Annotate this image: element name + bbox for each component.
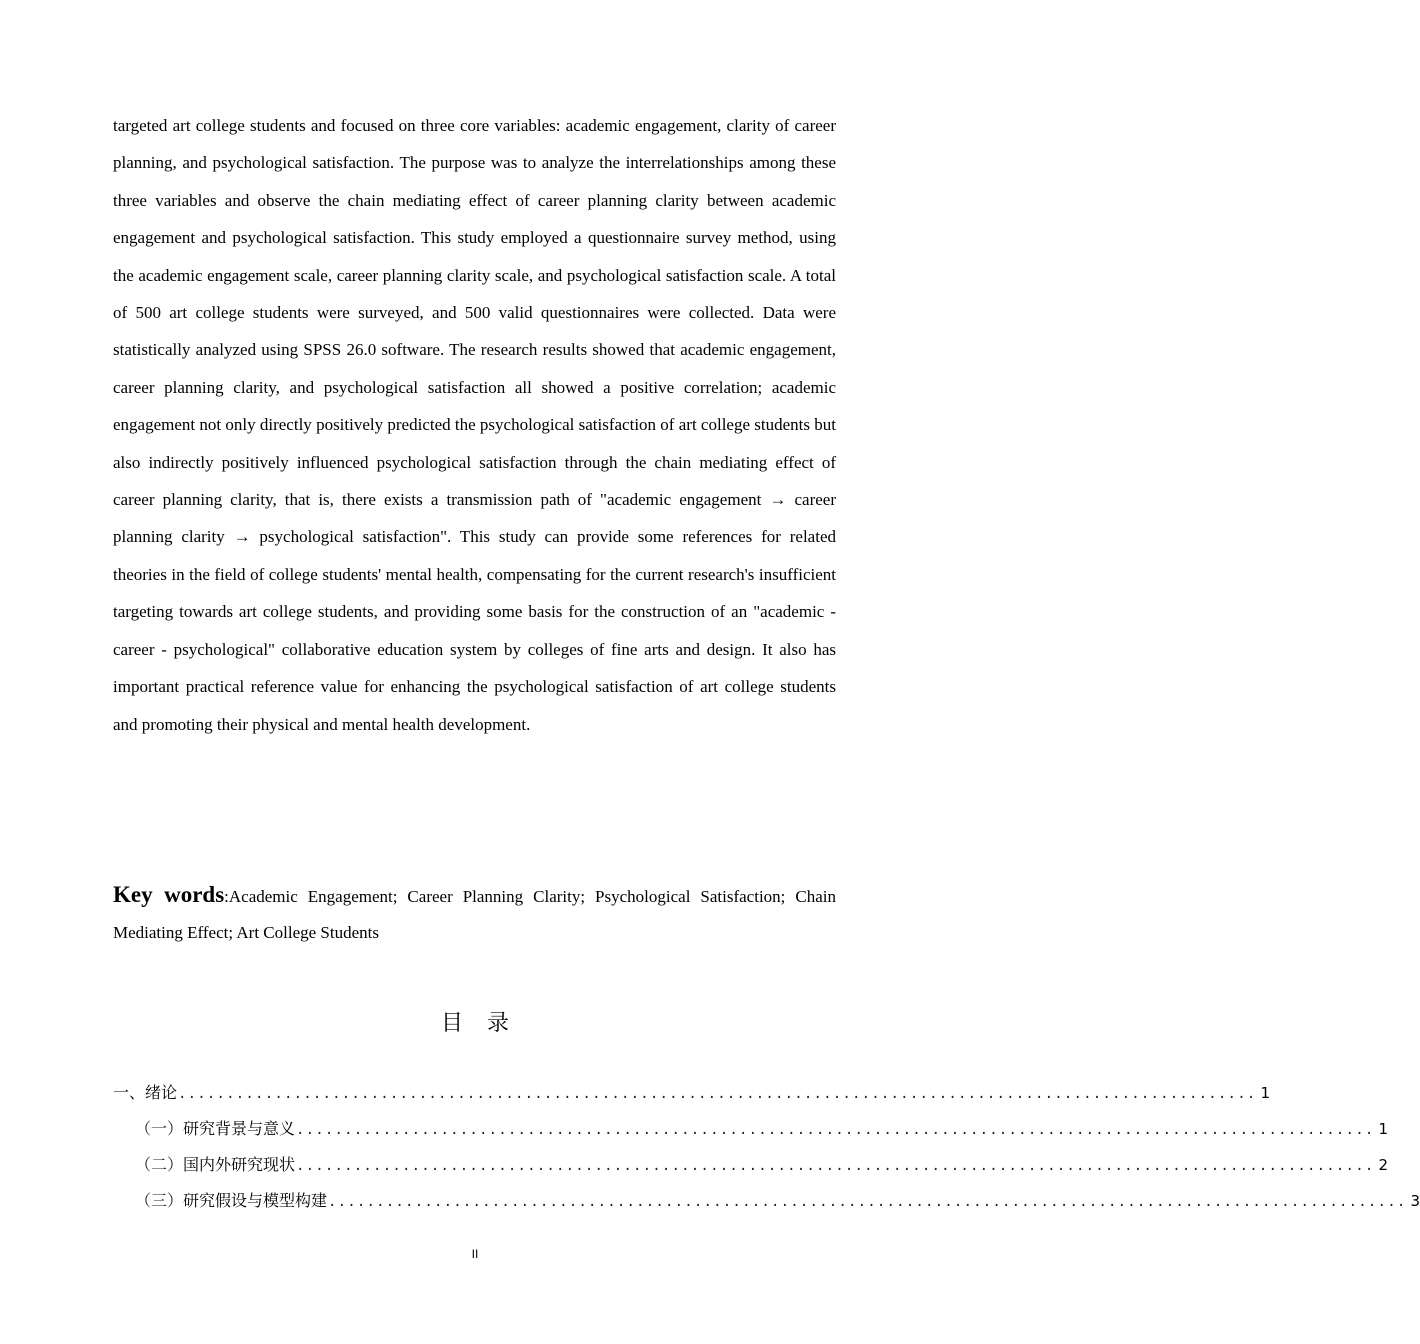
toc-entry-number: （二） [135,1155,184,1174]
table-of-contents [113,1080,1420,1224]
toc-entry-page: 1 [1378,1120,1388,1138]
toc-entry-page: 3 [1410,1192,1420,1210]
toc-leader-dots: ................................................................................................................ [296,1158,1375,1174]
toc-entry[interactable] [113,1188,1420,1224]
page-number: II [471,1247,479,1261]
toc-leader-dots: ................................................................................................................ [328,1194,1407,1210]
toc-entry-number: 一、 [113,1083,146,1102]
abstract-paragraph: targeted art college students and focused on three core variables: academic engagement, clarity of career planning, and psychological satisfaction. The purpose was to analyze the interrelationships among these three variables and observe the chain mediating effect of career planning clarity between academic engagement and psychological satisfaction. This study employed a questionnaire survey method, using the academic engagement scale, career planning clarity scale, and psychological satisfaction scale. A total of 500 art college students were surveyed, and 500 valid questionnaires were collected. Data were statistically analyzed using SPSS 26.0 software. The research results showed that academic engagement, career planning clarity, and psychological satisfaction all showed a positive correlation; academic engagement not only directly positively predicted the psychological satisfaction of art college students but also indirectly positively influenced psychological satisfaction through the chain mediating effect of career planning clarity, that is, there exists a transmission path of "academic engagement → career planning clarity → psychological satisfaction". This study can provide some references for related theories in the field of college students' mental health, compensating for the current research's insufficient targeting towards art college students, and providing some basis for the construction of an "academic - career - psychological" collaborative education system by colleges of fine arts and design. It also has important practical reference value for enhancing the psychological satisfaction of art college students and promoting their physical and mental health development. [113,116,836,734]
toc-entry-page: 1 [1260,1084,1270,1102]
keywords-line [113,877,836,951]
toc-entry[interactable] [113,1116,1388,1152]
toc-entry-page: 2 [1378,1156,1388,1174]
keywords-text: Academic Engagement; Career Planning Clarity; Psychological Satisfaction; Chain Mediating Effect; Art College Students [113,887,836,942]
toc-title: 目录 [440,1011,533,1036]
toc-entry-number: （一） [135,1119,184,1138]
keywords-label: Key words [113,882,225,907]
toc-entry-label: 国内外研究现状 [183,1155,296,1174]
toc-entry-label: 研究假设与模型构建 [183,1191,328,1210]
toc-entry-label: 绪论 [145,1083,178,1102]
toc-leader-dots: ................................................................................................................ [178,1086,1257,1102]
toc-leader-dots: ................................................................................................................ [296,1122,1375,1138]
toc-entry-number: （三） [135,1191,184,1210]
toc-entry[interactable] [113,1080,1270,1116]
toc-entry-label: 研究背景与意义 [183,1119,296,1138]
toc-entry[interactable] [113,1152,1388,1188]
keywords-separator: : [224,887,229,906]
